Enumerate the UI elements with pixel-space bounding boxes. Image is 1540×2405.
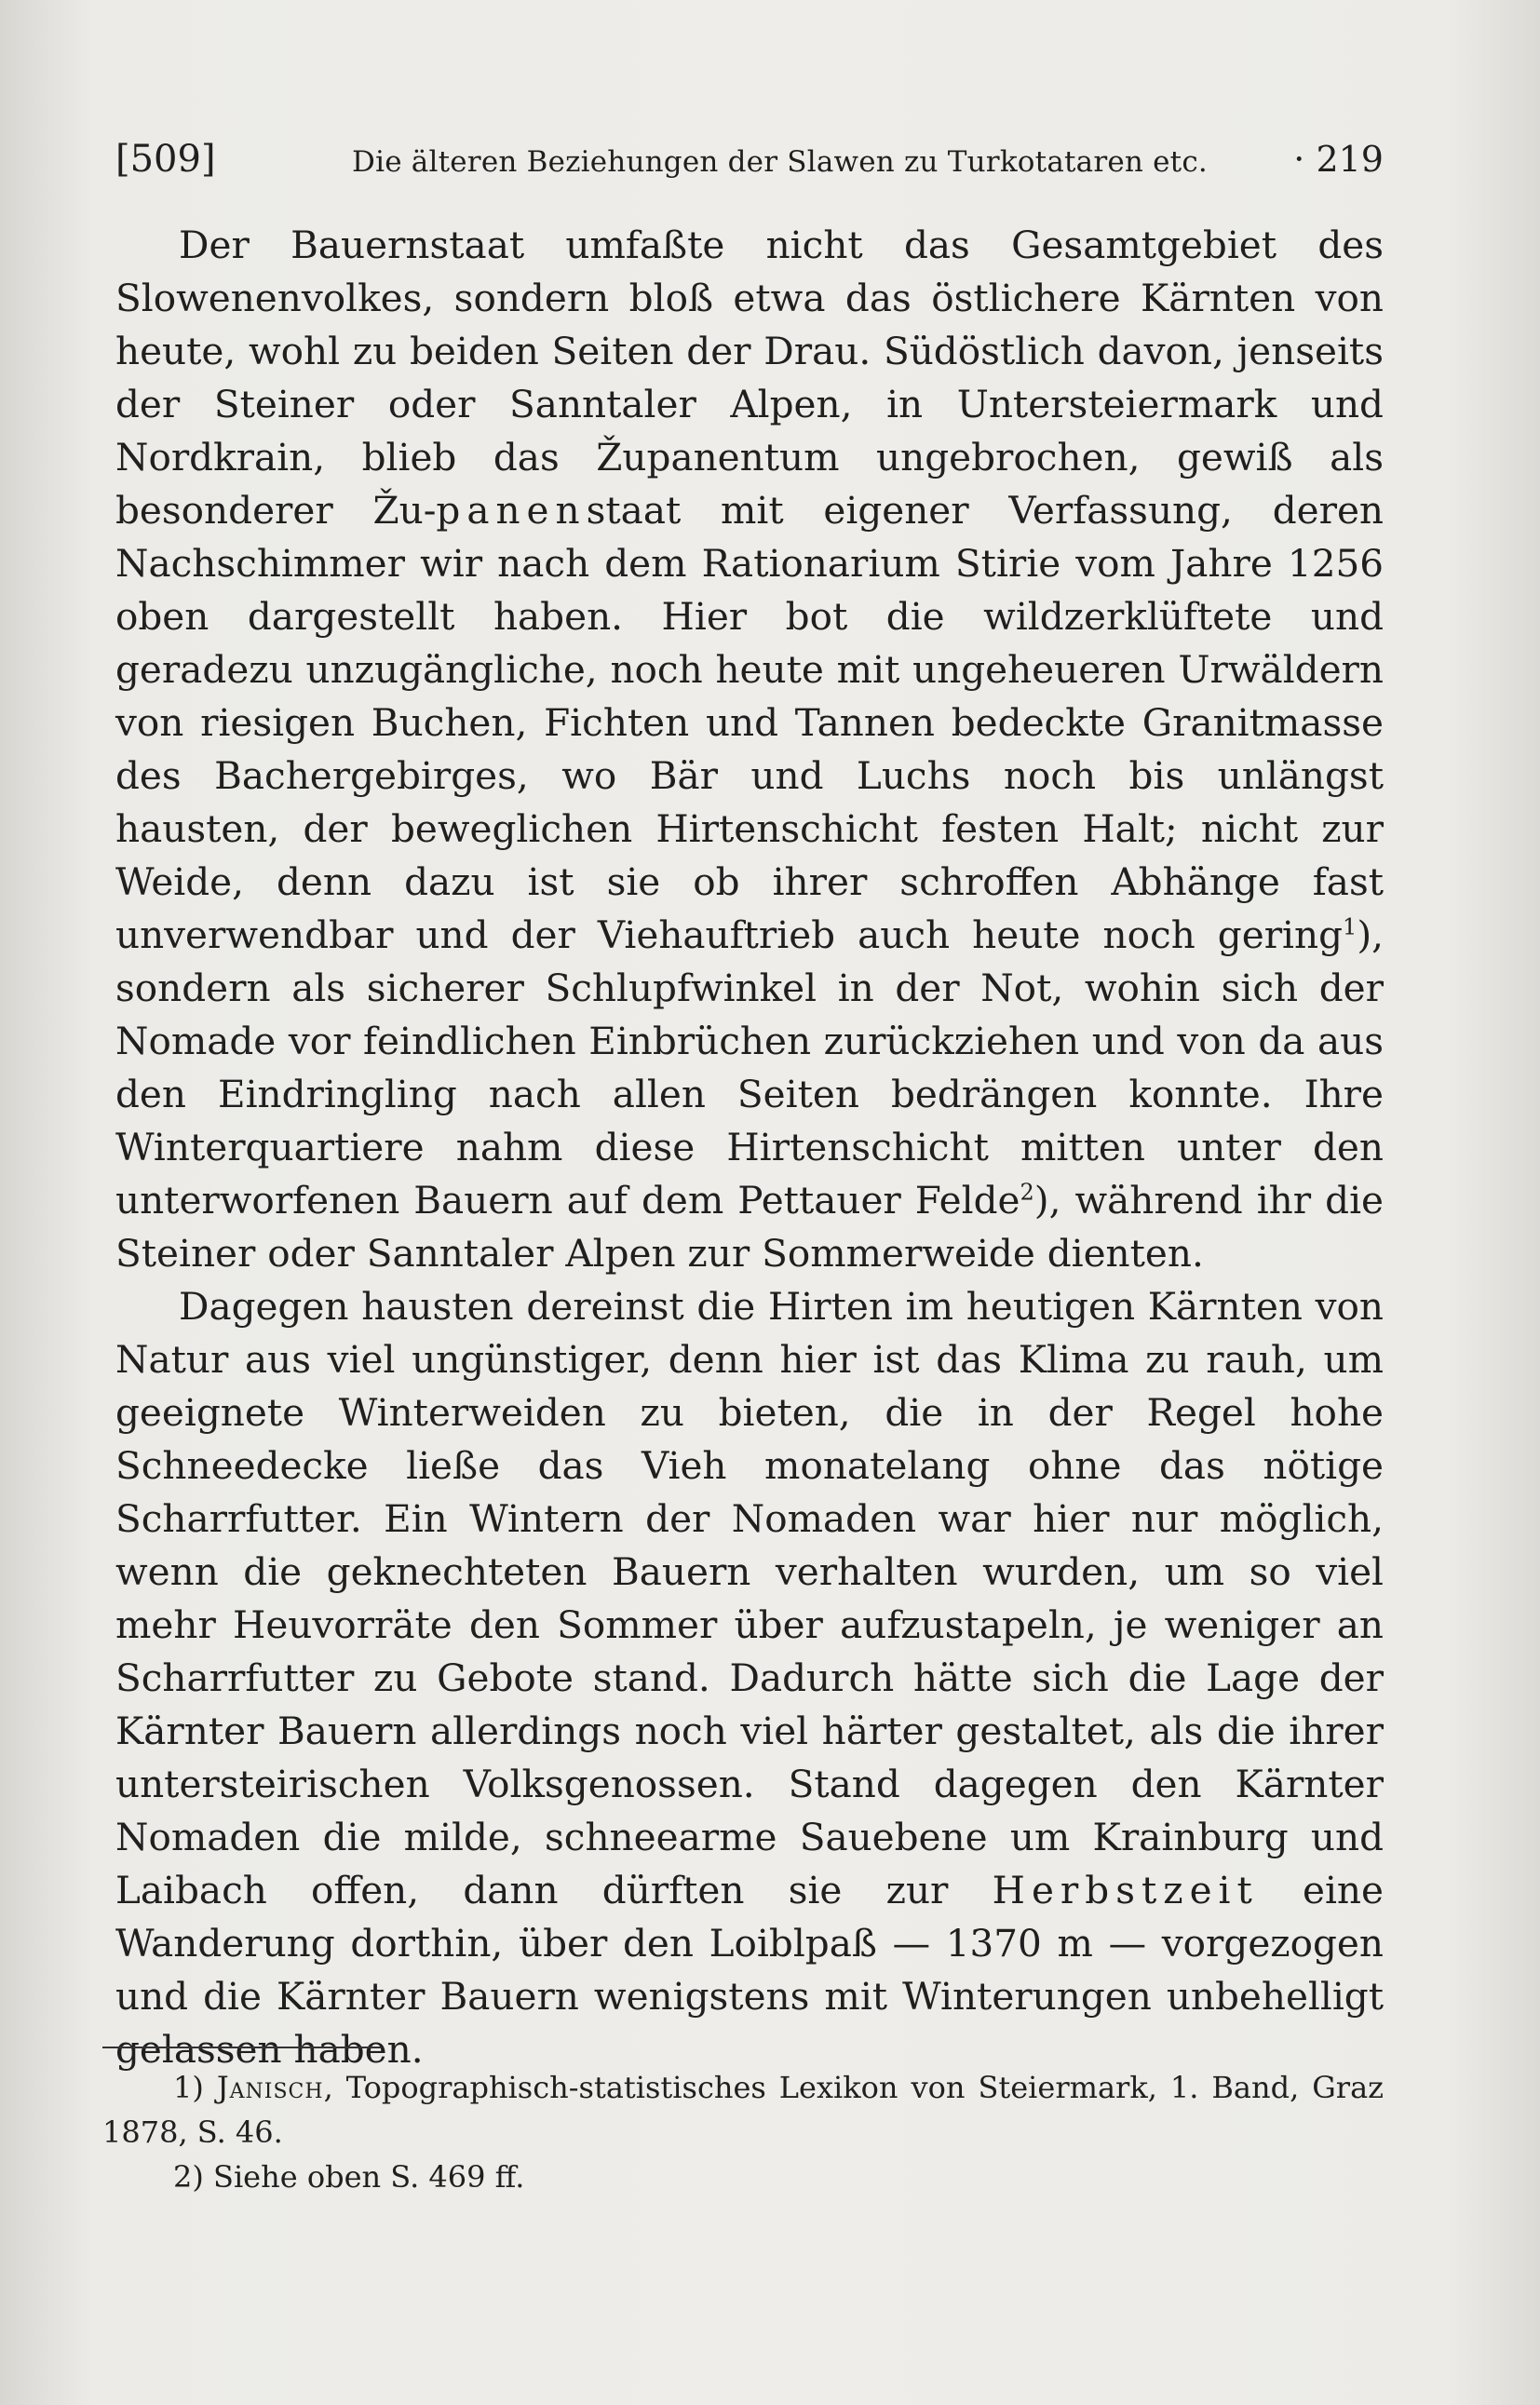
- footnote-ref: 1: [1343, 913, 1358, 940]
- running-title: Die älteren Beziehungen der Slawen zu Turkotataren etc.: [352, 145, 1208, 179]
- text-span: Dagegen hausten dereinst die Hirten im heutigen Kärnten von Natur aus viel ungünstiger, denn hier ist das Klima zu rauh, um geeignete Winterweiden zu bieten, die in der Regel hohe Schneedecke ließe das Vieh monatelang ohne das nötige Scharrfutter. Ein Wintern der Nomaden war hier nur möglich, wenn die geknechteten Bauern verhalten wurden, um so viel mehr Heuvorräte den Sommer über aufzustapeln, je weniger an Scharrfutter zu Gebote stand. Dadurch hätte sich die Lage der Kärnter Bauern allerdings noch viel härter gestaltet, als die ihrer untersteirischen Volksgenossen. Stand dagegen den Kärnter Nomaden die milde, schneearme Sauebene um Krainburg und Laibach offen, dann dürften sie zur: [115, 1284, 1384, 1912]
- footnote-text: Siehe oben S. 469 ff.: [213, 2159, 525, 2195]
- paragraph: [115, 1280, 1384, 2076]
- footnote-number: 2): [173, 2159, 204, 2195]
- emphasis-spaced: panen: [436, 488, 587, 533]
- page-header: [115, 138, 1384, 194]
- footnote-number: 1): [173, 2070, 204, 2105]
- footnote-text: , Topographisch-statistisches Lexikon von Steiermark, 1. Band, Graz 1878, S. 46.: [102, 2070, 1385, 2150]
- footnote-ref: 2: [1020, 1179, 1034, 1206]
- footnote-divider: [102, 2047, 382, 2048]
- text-span: eine Wanderung dorthin, über den Loiblpaß — 1370 m — vorgezogen und die Kärnter Bauern wenigstens mit Winterungen unbehelligt gelassen haben.: [115, 1868, 1384, 2072]
- footnote: [102, 2155, 1384, 2199]
- paragraph: [115, 219, 1384, 1280]
- text-span: staat mit eigener Verfassung, deren Nachschimmer wir nach dem Rationarium Stirie vom Jahre 1256 oben dargestellt haben. Hier bot die wildzerklüftete und geradezu unzugängliche, noch heute mit ungeheueren Urwäldern von riesigen Buchen, Fichten und Tannen bedeckte Granitmasse des Bachergebirges, wo Bär und Luchs noch bis unlängst hausten, der beweglichen Hirtenschicht festen Halt; nicht zur Weide, denn dazu ist sie ob ihrer schroffen Abhänge fast unverwendbar und der Viehauftrieb auch heute noch gering: [115, 488, 1384, 957]
- bracketed-page-number: [509]: [115, 138, 216, 181]
- main-text: [115, 219, 1384, 2076]
- text-span: ), sondern als sicherer Schlupfwinkel in der Not, wohin sich der Nomade vor feindlichen Einbrüchen zurückziehen und von da aus den Eindringling nach allen Seiten bedrängen konnte. Ihre Winterquartiere nahm diese Hirtenschicht mitten unter den unterworfenen Bauern auf dem Pettauer Felde: [115, 912, 1384, 1223]
- footnote-author: Janisch: [216, 2070, 324, 2105]
- emphasis-spaced: Herbstzeit: [992, 1868, 1259, 1912]
- text-span: ), während ihr die Steiner oder Sanntaler Alpen zur Sommerweide dienten.: [115, 1178, 1384, 1276]
- page-number: · 219: [1293, 139, 1384, 180]
- footnotes: [102, 2065, 1384, 2199]
- footnote: [102, 2065, 1384, 2155]
- text-span: Der Bauernstaat umfaßte nicht das Gesamtgebiet des Slowenenvolkes, sondern bloß etwa das östlichere Kärnten von heute, wohl zu beiden Seiten der Drau. Südöstlich davon, jenseits der Steiner oder Sanntaler Alpen, in Untersteiermark und Nordkrain, blieb das Županentum ungebrochen, gewiß als besonderer Žu-: [115, 223, 1384, 533]
